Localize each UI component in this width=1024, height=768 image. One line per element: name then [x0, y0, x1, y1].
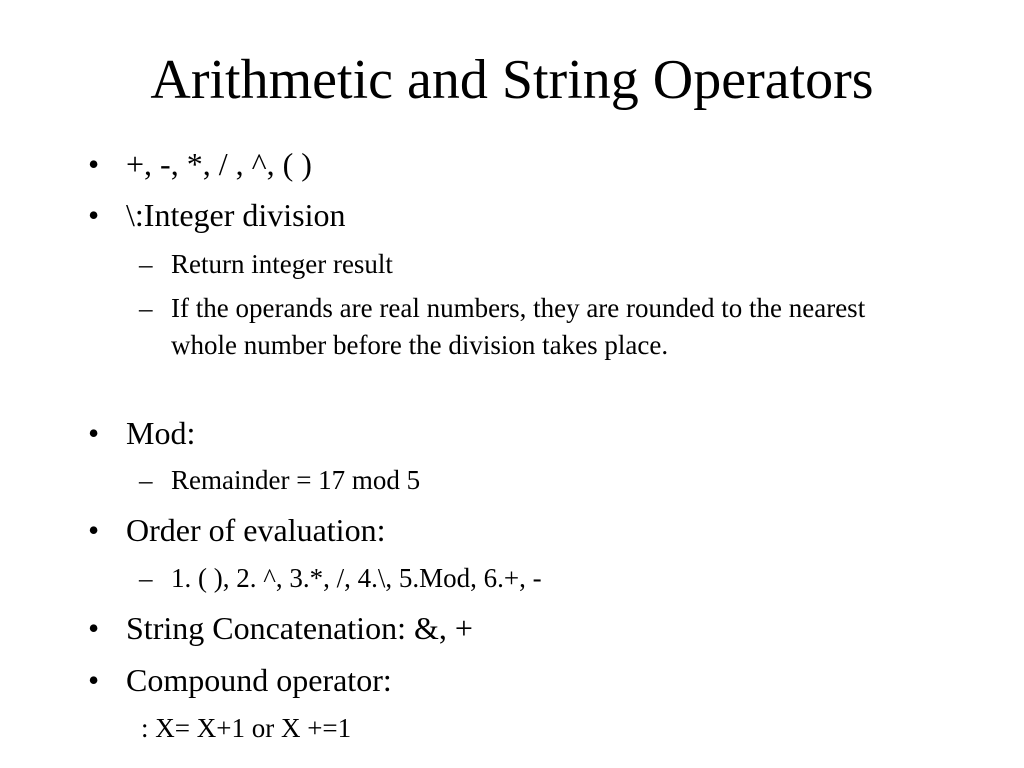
bullet-icon: •: [88, 662, 100, 698]
bullet-icon: •: [88, 610, 100, 646]
sub-bullet-text: If the operands are real numbers, they are rounded to the nearest whole number before the division takes place.: [171, 293, 866, 360]
bullet-text: +, -, *, / , ^, ( ): [126, 146, 312, 182]
dash-icon: –: [139, 465, 153, 495]
bullet-icon: •: [88, 415, 100, 451]
bullet-icon: •: [88, 197, 100, 233]
bullet-text: Mod:: [126, 415, 196, 451]
plain-text-line: : X= X+1 or X +=1: [141, 713, 352, 743]
dash-icon: –: [139, 293, 153, 323]
bullet-text: Compound operator:: [126, 662, 392, 698]
bullet-text: \:Integer division: [126, 197, 346, 233]
sub-bullet-text: Remainder = 17 mod 5: [171, 465, 421, 495]
bullet-icon: •: [88, 512, 100, 548]
slide-title: Arithmetic and String Operators: [150, 49, 874, 111]
bullet-icon: •: [88, 146, 100, 182]
bullet-text: String Concatenation: &, +: [126, 610, 473, 646]
dash-icon: –: [139, 563, 153, 593]
sub-bullet-text: Return integer result: [171, 249, 393, 279]
sub-bullet-text: 1. ( ), 2. ^, 3.*, /, 4.\, 5.Mod, 6.+, -: [171, 563, 542, 593]
bullet-text: Order of evaluation:: [126, 512, 386, 548]
dash-icon: –: [139, 249, 153, 279]
